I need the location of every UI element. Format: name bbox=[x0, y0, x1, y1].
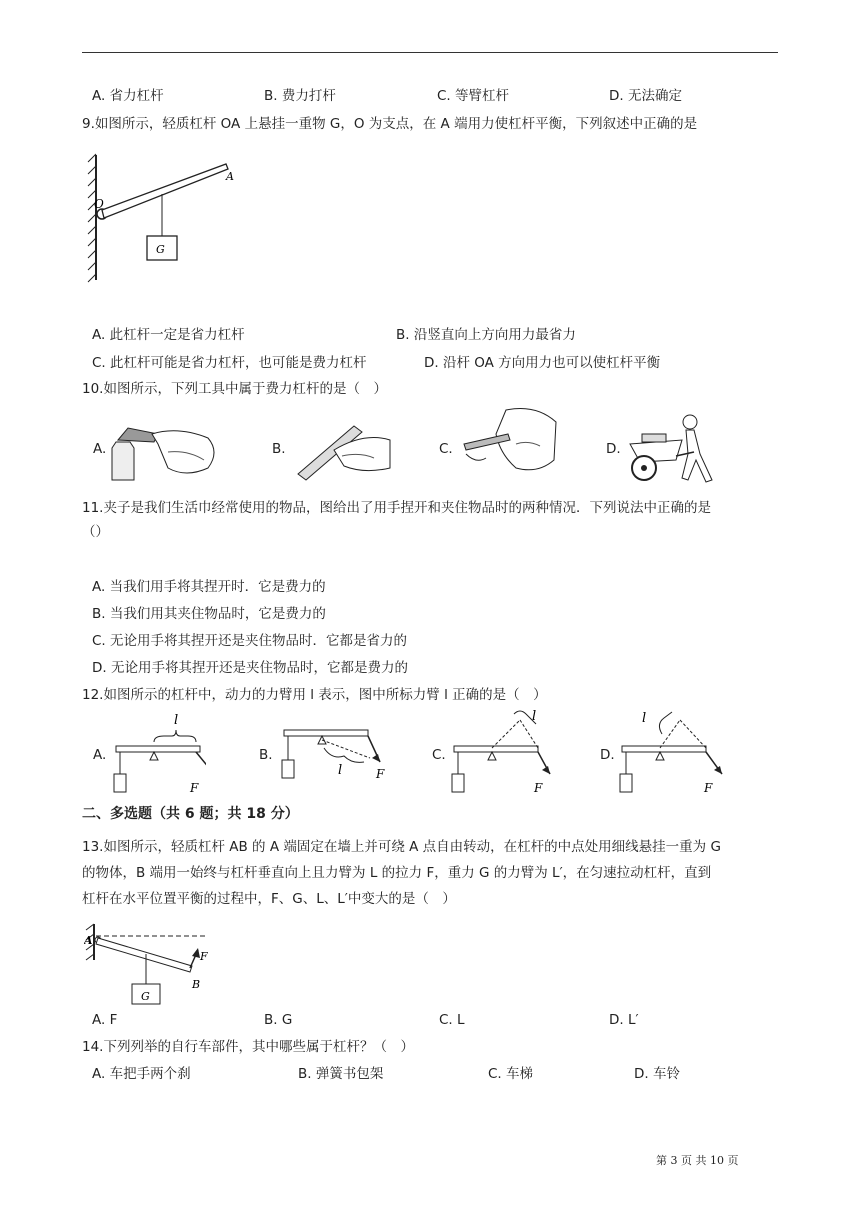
q10-option-d: D. bbox=[606, 441, 621, 457]
q11-stem-line1: 11.夹子是我们生活巾经常使用的物品，图给出了用手捏开和夹住物品时的两种情况．下列说法中正确的是 bbox=[82, 500, 711, 516]
q10-tweezers-figure bbox=[456, 404, 560, 482]
q13-option-c: C. L bbox=[439, 1012, 465, 1028]
q12-option-a: A. bbox=[93, 747, 107, 763]
q8-option-d: D. 无法确定 bbox=[609, 88, 682, 104]
q10-nail-clipper-figure bbox=[294, 412, 394, 482]
q11-option-d: D. 无论用手将其捏开还是夹住物品时，它都是费力的 bbox=[92, 660, 408, 676]
q10-option-b: B. bbox=[272, 441, 286, 457]
q10-stem: 10.如图所示，下列工具中属于费力杠杆的是（ ） bbox=[82, 381, 387, 397]
q14-option-b: B. 弹簧书包架 bbox=[298, 1066, 384, 1082]
q11-option-c: C. 无论用手将其捏开还是夹住物品时．它都是省力的 bbox=[92, 633, 408, 649]
q13-stem-line2: 的物体，B 端用一始终与杠杆垂直向上且力臂为 L 的拉力 F，重力 G 的力臂为 L′，在匀速拉动杠杆，直到 bbox=[82, 865, 712, 881]
q13-option-a: A. F bbox=[92, 1012, 118, 1028]
q9-label-o: O bbox=[94, 197, 104, 211]
q14-option-c: C. 车梯 bbox=[488, 1066, 534, 1082]
q10-option-c: C. bbox=[439, 441, 453, 457]
q14-option-d: D. 车铃 bbox=[634, 1066, 680, 1082]
q12-stem: 12.如图所示的杠杆中，动力的力臂用 l 表示，图中所标力臂 l 正确的是（ ） bbox=[82, 687, 547, 703]
q9-option-b: B. 沿竖直向上方向用力最省力 bbox=[396, 327, 576, 343]
q12d-label-f: F bbox=[704, 781, 713, 795]
q13-label-b: B bbox=[192, 978, 201, 991]
q12-figure-d bbox=[614, 704, 734, 800]
q9-option-c: C. 此杠杆可能是省力杠杆，也可能是费力杠杆 bbox=[92, 355, 367, 371]
q11-stem-line2: （） bbox=[82, 524, 109, 540]
q9-lever-figure bbox=[86, 150, 246, 285]
q12a-label-l: l bbox=[174, 713, 179, 728]
q12-option-b: B. bbox=[259, 747, 273, 763]
q10-bottle-opener-figure bbox=[108, 412, 226, 482]
q9-label-a: A bbox=[226, 170, 234, 183]
q9-stem: 9.如图所示，轻质杠杆 OA 上悬挂一重物 G，O 为支点，在 A 端用力使杠杆平衡，下列叙述中正确的是 bbox=[82, 116, 698, 132]
q12b-label-f: F bbox=[376, 767, 385, 781]
page-number: 第 3 页 共 10 页 bbox=[656, 1154, 739, 1167]
q9-option-d: D. 沿杆 OA 方向用力也可以使杠杆平衡 bbox=[424, 355, 661, 371]
q8-option-b: B. 费力打杆 bbox=[264, 88, 336, 104]
q13-label-a: A bbox=[84, 934, 93, 947]
q12-figure-a bbox=[106, 704, 206, 800]
q12a-label-f: F bbox=[190, 781, 199, 795]
q13-label-f: F bbox=[200, 950, 208, 963]
q9-option-a: A. 此杠杆一定是省力杠杆 bbox=[92, 327, 245, 343]
q12b-label-l: l bbox=[338, 763, 343, 778]
section-heading: 二、多选题（共 6 题；共 18 分） bbox=[82, 806, 299, 822]
q12c-label-f: F bbox=[534, 781, 543, 795]
q12-figure-b bbox=[272, 704, 392, 800]
q12-option-d: D. bbox=[600, 747, 615, 763]
q11-option-a: A. 当我们用手将其捏开时．它是费力的 bbox=[92, 579, 326, 595]
q8-option-a: A. 省力杠杆 bbox=[92, 88, 164, 104]
q13-stem-line1: 13.如图所示，轻质杠杆 AB 的 A 端固定在墙上并可绕 A 点自由转动，在杠杆的中点处用细线悬挂一重为 G bbox=[82, 839, 721, 855]
q9-label-g: G bbox=[156, 243, 165, 256]
q14-stem: 14.下列列举的自行车部件，其中哪些属于杠杆？（ ） bbox=[82, 1039, 414, 1055]
q12c-label-l: l bbox=[532, 709, 537, 724]
q13-option-d: D. L′ bbox=[609, 1012, 639, 1028]
q14-option-a: A. 车把手两个刹 bbox=[92, 1066, 191, 1082]
q11-option-b: B. 当我们用其夹住物品时，它是费力的 bbox=[92, 606, 326, 622]
q12-figure-c bbox=[446, 704, 556, 800]
q12d-label-l: l bbox=[642, 711, 647, 726]
header-rule bbox=[82, 52, 778, 53]
q12-option-c: C. bbox=[432, 747, 446, 763]
q13-label-g: G bbox=[141, 990, 150, 1003]
q10-option-a: A. bbox=[93, 441, 107, 457]
q13-option-b: B. G bbox=[264, 1012, 293, 1028]
q13-stem-line3: 杠杆在水平位置平衡的过程中，F、G、L、L′中变大的是（ ） bbox=[82, 891, 456, 907]
q13-lever-figure bbox=[84, 920, 214, 1010]
q8-option-c: C. 等臂杠杆 bbox=[437, 88, 510, 104]
q10-wheelbarrow-figure bbox=[624, 408, 724, 484]
